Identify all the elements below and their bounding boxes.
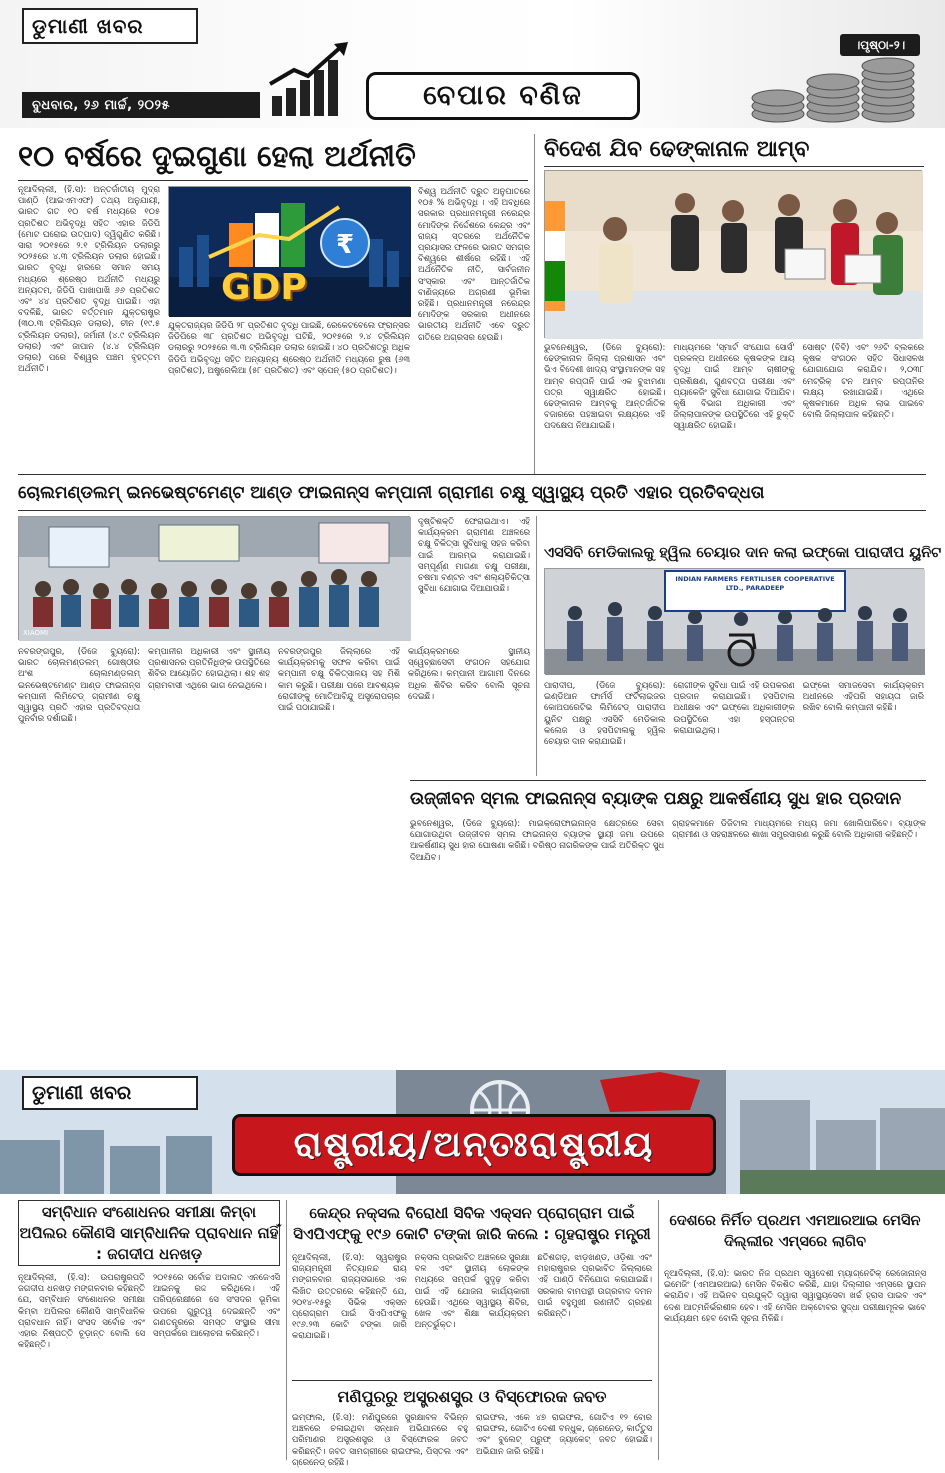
column-divider bbox=[536, 516, 537, 776]
divider bbox=[292, 1380, 652, 1381]
story2-headline: ବିଦେଶ ଯିବ ଢେଙ୍କାନାଳ ଆମ୍ବ bbox=[544, 137, 810, 162]
story7-body: ନୂଆଦିଲ୍ଲୀ, (ହି.ସ): ସ୍ୱରାଷ୍ଟ୍ର ରାଜ୍ୟମନ୍ତ୍ରୀ ନିତ୍ୟାନନ୍ଦ ରାୟ ମଙ୍ଗଳବାର ରାଜ୍ୟସଭାରେ ଏକ ଲିଖିତ ଉତ୍ତରରେ କହିଛନ୍ତି ଯେ, ୨୦୧୪-୧୫ରୁ ସିଭିକ ଏକ୍ସନ ପ୍ରୋଗ୍ରାମ ପାଇଁ ସିଏପିଏଫକୁ ୧୯୬.୨୩ କୋଟି ଟଙ୍କା ଜାରି କରାଯାଇଛି। ନକ୍ସଲ ପ୍ରଭାବିତ ଅଞ୍ଚଳରେ ସୁରକ୍ଷା ବଳ ଏବଂ ସ୍ଥାନୀୟ ଲୋକଙ୍କ ମଧ୍ୟରେ ସମ୍ପର୍କ ସୁଦୃଢ଼ କରିବା ପାଇଁ ଏହି ଯୋଜନା କାର୍ଯ୍ୟକାରୀ ହେଉଛି। ଏଥିରେ ସ୍ୱାସ୍ଥ୍ୟ ଶିବିର, ଖେଳ ଏବଂ ଶିକ୍ଷା କାର୍ଯ୍ୟକ୍ରମ ଅନ୍ତର୍ଭୁକ୍ତ। ଛତିଶଗଡ଼, ଝାଡ଼ଖଣ୍ଡ, ଓଡ଼ିଶା ଏବଂ ମହାରାଷ୍ଟ୍ରର ପ୍ରଭାବିତ ଜିଲ୍ଲାରେ ଏହି ପାଣ୍ଠି ବିନିଯୋଗ କରାଯାଇଛି। ସରକାର ବାମପନ୍ଥୀ ଉଗ୍ରବାଦ ଦମନ ପାଇଁ ବହୁମୁଖୀ ରଣନୀତି ଗ୍ରହଣ କରିଛନ୍ତି। bbox=[292, 1252, 653, 1341]
photo-watermark: XIAOMI bbox=[23, 629, 49, 637]
page-number: ।ପୃଷ୍ଠା-୨। bbox=[840, 34, 920, 56]
story3-body: ନବରଙ୍ଗପୁର, (ଡିଜେ ବ୍ୟୁରୋ): ଭାରତ ଚୋଲମଣ୍ଡଲମ୍ ଗୋଷ୍ଠୀର ଅଂଶ ଚୋଲମଣ୍ଡଲମ୍ ଇନଭେଷ୍ଟମେଣ୍ଟ ଆଣ୍ଡ ଫାଇନାନ୍ସ କମ୍ପାନୀ ଲିମିଟେଡ୍ ଗ୍ରାମୀଣ ଚକ୍ଷୁ ସ୍ୱାସ୍ଥ୍ୟ ପ୍ରତି ଏହାର ପ୍ରତିବଦ୍ଧତା ପୁନର୍ବାର ଦର୍ଶାଇଛି। କମ୍ପାନୀର ଅଧିକାରୀ ଏବଂ ସ୍ଥାନୀୟ ପ୍ରଶାସନର ପ୍ରତିନିଧିଙ୍କ ଉପସ୍ଥିତିରେ ଶିବିର ଆୟୋଜିତ ହୋଇଥିଲା। ଶହ ଶହ ଗ୍ରାମବାସୀ ଏଥିରେ ଭାଗ ନେଇଥିଲେ। ନବରଙ୍ଗପୁର ଜିଲ୍ଲାରେ ଏହି କାର୍ଯ୍ୟକ୍ରମକୁ ସଫଳ କରିବା ପାଇଁ କମ୍ପାନୀ ଚକ୍ଷୁ ଚିକିତ୍ସାଳୟ ସହ ମିଶି କାମ କରୁଛି। ପରୀକ୍ଷା ପରେ ଆବଶ୍ୟକ ରୋଗୀଙ୍କୁ ମୋତିଆବିନ୍ଦୁ ଅସ୍ତ୍ରୋପଚାର ପାଇଁ ପଠାଯାଇଛି। କାର୍ଯ୍ୟକ୍ରମରେ ସ୍ଥାନୀୟ ସ୍ୱେଚ୍ଛାସେବୀ ସଂଗଠନ ସହଯୋଗ କରିଥିଲେ। କମ୍ପାନୀ ଆଗାମୀ ଦିନରେ ଅଧିକ ଶିବିର କରିବ ବୋଲି ସୂଚନା ଦେଇଛି। bbox=[18, 646, 530, 724]
svg-text:₹: ₹ bbox=[335, 230, 355, 260]
section2-title: ରାଷ୍ଟ୍ରୀୟ/ଅନ୍ତଃରାଷ୍ଟ୍ରୀୟ bbox=[232, 1114, 716, 1176]
gdp-text: GDP bbox=[221, 267, 307, 308]
story3-headline: ଚୋଲମଣ୍ଡଲମ୍ ଇନଭେଷ୍ଟମେଣ୍ଟ ଆଣ୍ଡ ଫାଇନାନ୍ସ କମ୍ପାନୀ ଗ୍ରାମୀଣ ଚକ୍ଷୁ ସ୍ୱାସ୍ଥ୍ୟ ପ୍ରତି ଏହାର ପ୍ରତିବଦ୍ଧତା bbox=[18, 483, 765, 503]
story5-body: ଭୁବନେଶ୍ୱର, (ଡିଜେ ବ୍ୟୁରୋ): ମାଇକ୍ରୋଫାଇନାନ୍ସ କ୍ଷେତ୍ରରେ ସେବା ଯୋଗାଉଥିବା ଉଜ୍ଜୀବନ ସ୍ମଲ ଫାଇନାନ୍ସ ବ୍ୟାଙ୍କ ସ୍ଥାୟୀ ଜମା ଉପରେ ଆକର୍ଷଣୀୟ ସୁଧ ହାର ଘୋଷଣା କରିଛି। ବରିଷ୍ଠ ନାଗରିକଙ୍କ ପାଇଁ ଅତିରିକ୍ତ ସୁଧ ଦିଆଯିବ। ଗ୍ରାହକମାନେ ଡିଜିଟାଲ ମାଧ୍ୟମରେ ମଧ୍ୟ ଜମା ଖୋଲିପାରିବେ। ବ୍ୟାଙ୍କ ଗ୍ରାମୀଣ ଓ ସହରାଞ୍ଚଳରେ ଶାଖା ସମ୍ପ୍ରସାରଣ କରୁଛି ବୋଲି ଅଧିକାରୀ କହିଛନ୍ତି। bbox=[410, 818, 926, 862]
brand-logo: ଡୁମାଣୀ ଖବର bbox=[22, 8, 198, 44]
growth-chart-icon bbox=[268, 40, 354, 120]
column-divider bbox=[286, 1200, 287, 1460]
story1-col3: ବିଶ୍ୱ ଅର୍ଥନୀତି ଦ୍ରୁତ ଅନୁପାତରେ ୧୦୫ % ଅଭିବୃଦ୍ଧି । ଏହି ଅବଧିରେ ସରକାର ପ୍ରଧାନମନ୍ତ୍ରୀ ନରେନ୍ଦ୍ର ମୋଦିଙ୍କ ନିର୍ଦ୍ଦେଶରେ କେନ୍ଦ୍ର ଏବଂ ରାଜ୍ୟ ସ୍ତରରେ ଅର୍ଥନୈତିକ ପ୍ରୟାସର ଫଳରେ ଭାରତ ସମଗ୍ର ବିଶ୍ୱରେ ଶୀର୍ଷରେ ରହିଛି। ଏହି ଅର୍ଥନୈତିକ ନୀତି, ସାର୍ବଜନୀନ ସଂସ୍କାର ଏବଂ ଆନ୍ତର୍ଜାତିକ ବାଣିଜ୍ୟରେ ଅଗ୍ରଣୀ ଭୂମିକା ରହିଛି। ପ୍ରଧାନମନ୍ତ୍ରୀ ନରେନ୍ଦ୍ର ମୋଦିଙ୍କ ସରକାର ଅଧୀନରେ ଭାରତୀୟ ଅର୍ଥନୀତି ଏବେ ଦ୍ରୁତ ଗତିରେ ଅଗ୍ରସର ହେଉଛି। bbox=[418, 186, 530, 342]
story1-col1: ନୂଆଦିଲ୍ଲୀ, (ହି.ସ): ଅନ୍ତର୍ଜାତୀୟ ମୁଦ୍ରା ପାଣ୍ଠି (ଆଇଏମଏଫ) ତଥ୍ୟ ଅନୁଯାୟୀ, ଭାରତ ଗତ ୧୦ ବର୍ଷ ମଧ୍ୟରେ ୧୦୫ ପ୍ରତିଶତ ଅଭିବୃଦ୍ଧି ସହିତ ଏହାର ଜିଡିପି (ମୋଟ ଘରୋଇ ଉତ୍ପାଦ) ଦ୍ୱିଗୁଣିତ କରିଛି। ସାରା ୨୦୧୫ରେ ୨.୧ ଟ୍ରିଲିୟନ ଡଲାରରୁ ୨୦୨୫ରେ ୪.୩ ଟ୍ରିଲିୟନ ଡଲାର ହୋଇଛି। ଭାରତ ବୃଦ୍ଧି ହାରରେ ସମାନ ସମୟ ମଧ୍ୟରେ ଶ୍ରେଷ୍ଠ ଅର୍ଥନୀତି ମଧ୍ୟରୁ ଅନ୍ୟତମ, ଜିଡିପି ପାଖାପାଖି ୬୬ ପ୍ରତିଶତ ଏବଂ ୪୪ ପ୍ରତିଶତ ବୃଦ୍ଧି ପାଇଛି। ଏହା ବଦଳିଛି, ଭାରତ ବର୍ତ୍ତମାନ ଯୁକ୍ତରାଷ୍ଟ୍ର (୩୦.୩ ଟ୍ରିଲିୟନ ଡଲାର), ଚୀନ (୧୯.୫ ଟ୍ରିଲିୟନ ଡଲାର), ଜର୍ମାନୀ (୪.୯ ଟ୍ରିଲିୟନ ଡଲାର) ଏବଂ ଜାପାନ (୪.୪ ଟ୍ରିଲିୟନ ଡଲାର) ପରେ ବିଶ୍ୱର ପଞ୍ଚମ ବୃହତ୍ତମ ଅର୍ଥନୀତି। bbox=[18, 184, 160, 374]
story6-headline: ସମ୍ବିଧାନ ସଂଶୋଧନର ସମୀକ୍ଷା କିମ୍ବା ଅପିଲର କୌଣସି ସାମ୍ବିଧାନିକ ପ୍ରାବଧାନ ନାହିଁ : ଜଗଦୀପ ଧନଖଡ଼ bbox=[18, 1200, 280, 1266]
masthead bbox=[0, 0, 945, 128]
coins-icon bbox=[748, 48, 918, 124]
story1-col2: ଯୁକ୍ତରାଜ୍ୟର ଜିଡିପି ୨୮ ପ୍ରତିଶତ ବୃଦ୍ଧି ପାଇଛି, ରେକେଟବେଲେ ଫ୍ରାନ୍ସର ଜିଡିପିରେ ୩୮ ପ୍ରତିଶତ ଅଭିବୃଦ୍ଧି ଘଟିଛି, ୨୦୧୫ରେ ୨.୪ ଟ୍ରିଲିୟନ ଡଲାରରୁ ୨୦୨୫ରେ ୩.୩ ଟ୍ରିଲିୟନ ଡଲାର ହୋଇଛି। ୪୦ ପ୍ରତିଶତରୁ ଅଧିକ ଜିଡିପି ଅଭିବୃଦ୍ଧି ସହିତ ଅନ୍ୟାନ୍ୟ ଶ୍ରେଷ୍ଠ ଅର୍ଥନୀତି ମଧ୍ୟରେ ରୁଷ (୬୩ ପ୍ରତିଶତ), ଅଷ୍ଟ୍ରେଲିଆ (୫୮ ପ୍ରତିଶତ) ଏବଂ ସ୍ପେନ୍ (୫୦ ପ୍ରତିଶତ)। bbox=[168, 320, 410, 375]
story2-body: ଭୁବନେଶ୍ୱର, (ଡିଜେ ବ୍ୟୁରୋ): ଢେଙ୍କାନାଳ ଜିଲ୍ଲା ପ୍ରଶାସନ ଏବଂ ଭିଏ ବିଦେଶୀ ଖାଦ୍ୟ ସଂସ୍ଥାମାନଙ୍କ ସହ ଆମ୍ବ ରପ୍ତାନି ପାଇଁ ଏକ ବୁଝାମଣା ପତ୍ର ସ୍ୱାକ୍ଷରିତ ହୋଇଛି। ଢେଙ୍କାନାଳ ଆମ୍ବକୁ ଆନ୍ତର୍ଜାତିକ ବଜାରରେ ପହଞ୍ଚାଇବା ଲକ୍ଷ୍ୟରେ ଏହି ପଦକ୍ଷେପ ନିଆଯାଇଛି। ମାଧ୍ୟମରେ 'ସ୍ମାର୍ଟ ସଂଯୋଗ ସୋର୍ସ' ପ୍ରକଳ୍ପ ଅଧୀନରେ କୃଷକଙ୍କ ଆୟ ବୃଦ୍ଧି ପାଇଁ ଆମ୍ବ ଚାଷୀଙ୍କୁ ପ୍ରଶିକ୍ଷଣ, ଗୁଣବତ୍ତା ପରୀକ୍ଷା ଏବଂ ପ୍ୟାକେଜିଂ ସୁବିଧା ଯୋଗାଇ ଦିଆଯିବ। କୃଷି ବିଭାଗ ଅଧିକାରୀ ଏବଂ ଜିଲ୍ଲାପାଳଙ୍କ ଉପସ୍ଥିତିରେ ଏହି ଚୁକ୍ତି ସ୍ୱାକ୍ଷରିତ ହୋଇଛି। ସୋଷ୍ଟ (ବିବି) ଏବଂ ୨୬ଟି ବ୍ଲକରେ କୃଷକ ସଂଗଠନ ସହିତ ସିଧାସଳଖ ଯୋଗାଯୋଗ କରାଯିବ। ୨,୦୩୮ ମେଟ୍ରିକ୍ ଟନ ଆମ୍ବ ରପ୍ତାନିର ଲକ୍ଷ୍ୟ ରଖାଯାଇଛି। ଏଥିରେ କୃଷକମାନେ ଅଧିକ ଲାଭ ପାଇବେ ବୋଲି ଜିଲ୍ଲାପାଳ କହିଛନ୍ତି। bbox=[544, 342, 924, 431]
eye-camp-illustration bbox=[19, 517, 411, 641]
story9-body: ନୂଆଦିଲ୍ଲୀ, (ହି.ସ): ଭାରତ ନିଜ ପ୍ରଥମ ସ୍ୱଦେଶୀ ମ୍ୟାଗ୍ନେଟିକ୍ ରେଜୋନାନ୍ସ ଇମେଜିଂ (ଏମଆରଆଇ) ମେସିନ ବିକଶିତ କରିଛି, ଯାହା ଦିଲ୍ଲୀର ଏମ୍ସରେ ସ୍ଥାପନ କରାଯିବ। ଏହି ଅଭିନବ ପ୍ରଯୁକ୍ତି ଦ୍ୱାରା ସ୍ୱାସ୍ଥ୍ୟସେବା ଖର୍ଚ୍ଚ ହ୍ରାସ ପାଇବ ଏବଂ ଦେଶ ଆତ୍ମନିର୍ଭରଶୀଳ ହେବ। ଏହି ମେସିନ ଅକ୍ଟୋବର ସୁଦ୍ଧା ପରୀକ୍ଷାମୂଳକ ଭାବେ କାର୍ଯ୍ୟକ୍ଷମ ହେବ ବୋଲି ସୂଚନା ମିଳିଛି। bbox=[664, 1268, 926, 1323]
column-divider bbox=[658, 1200, 659, 1460]
mou-signing-photo bbox=[544, 170, 922, 338]
photo-banner-text: INDIAN FARMERS FERTILISER COOPERATIVE LTD., PARADEEP bbox=[675, 575, 835, 592]
section-title: ବେପାର ବଣିଜ bbox=[366, 72, 640, 120]
story9-headline: ଦେଶରେ ନିର୍ମିତ ପ୍ରଥମ ଏମଆରଆଇ ମେସିନ ଦିଲ୍ଲୀର ଏମ୍ସରେ ଲାଗିବ bbox=[669, 1213, 921, 1250]
story3-right-col: ଦୃଷ୍ଟିଶକ୍ତି ଫେରାଇଥାଏ। ଏହି କାର୍ଯ୍ୟକ୍ରମ ଗ୍ରାମୀଣ ଅଞ୍ଚଳରେ ଚକ୍ଷୁ ଚିକିତ୍ସା ସୁବିଧାକୁ ସହଜ କରିବା ପାଇଁ ଆରମ୍ଭ କରାଯାଇଛି। ସମ୍ପୂର୍ଣ୍ଣ ମାଗଣା ଚକ୍ଷୁ ପରୀକ୍ଷା, ଚଷମା ବଣ୍ଟନ ଏବଂ ଶଲ୍ୟଚିକିତ୍ସା ସୁବିଧା ଯୋଗାଇ ଦିଆଯାଉଛି। bbox=[418, 516, 530, 594]
story7-headline: କେନ୍ଦ୍ର ନକ୍ସଲ ବିରୋଧୀ ସିବିକ ଏକ୍ସନ ପ୍ରୋଗ୍ରାମ ପାଇଁ ସିଏପିଏଫ୍‌କୁ ୧୯୬ କୋଟି ଟଙ୍କା ଜାରି କଲେ : ଗୃହରାଷ୍ଟ୍ର ମନ୍ତ୍ରୀ bbox=[293, 1204, 651, 1243]
wheelchair-donation-photo bbox=[544, 568, 924, 674]
issue-date: ବୁଧବାର, ୨୬ ମାର୍ଚ୍ଚ, ୨୦୨୫ bbox=[22, 92, 260, 118]
story5-headline: ଉଜ୍ଜୀବନ ସ୍ମଲ ଫାଇନାନ୍ସ ବ୍ୟାଙ୍କ ପକ୍ଷରୁ ଆକର୍ଷଣୀୟ ସୁଧ ହାର ପ୍ରଦାନ bbox=[410, 789, 902, 809]
mou-signing-illustration bbox=[545, 171, 923, 339]
divider bbox=[410, 780, 926, 781]
divider bbox=[18, 474, 926, 475]
section2-brand: ଡୁମାଣୀ ଖବର bbox=[22, 1076, 198, 1110]
gdp-image bbox=[168, 186, 410, 316]
eye-camp-photo bbox=[18, 516, 410, 640]
column-divider bbox=[534, 134, 535, 474]
story4-body: ପାରାଦୀପ, (ଡିଜେ ବ୍ୟୁରୋ): ଇଣ୍ଡିଆନ ଫାର୍ମର୍ସ ଫର୍ଟିଲାଇଜର କୋଅପରେଟିଭ ଲିମିଟେଡ୍ ପାରାଦୀପ ୟୁନିଟ ପକ୍ଷରୁ ଏସସିବି ମେଡିକାଲ କଲେଜ ଓ ହସପିଟାଲକୁ ହ୍ୱିଲ ଚେୟାର ଦାନ କରାଯାଇଛି। ରୋଗୀଙ୍କ ସୁବିଧା ପାଇଁ ଏହି ଉପକରଣ ପ୍ରଦାନ କରାଯାଇଛି। ହସପିଟାଲ ଅଧୀକ୍ଷକ ଏବଂ ଇଫ୍‌କୋ ଅଧିକାରୀଙ୍କ ଉପସ୍ଥିତିରେ ଏହା ହସ୍ତାନ୍ତର କରାଯାଇଥିଲା। ଇଫ୍‌କୋ ସମାଜସେବା କାର୍ଯ୍ୟକ୍ରମ ଅଧୀନରେ ଏହିପରି ସହାୟତା ଜାରି ରଖିବ ବୋଲି କମ୍ପାନୀ କହିଛି। bbox=[544, 680, 924, 747]
divider bbox=[544, 166, 924, 167]
divider bbox=[18, 180, 528, 181]
story8-body: ଇମ୍ଫାଲ, (ହି.ସ): ମଣିପୁରରେ ସୁରକ୍ଷାବଳ ବିଭିନ୍ନ ଅଞ୍ଚଳରେ ଚଳାଇଥିବା ସନ୍ଧାନ ଅଭିଯାନରେ ବହୁ ପରିମାଣର ଅସ୍ତ୍ରଶସ୍ତ୍ର ଓ ବିସ୍ଫୋରକ ଜବତ କରିଛନ୍ତି। ଜବତ ସାମଗ୍ରୀରେ ରାଇଫଲ, ପିସ୍ତଲ ଏବଂ ଗ୍ରେନେଡ୍ ରହିଛି। ରାଇଫଲ, ଏକେ ୪୭ ରାଇଫଲ, ଗୋଟିଏ ୧୨ ବୋର ରାଇଫଲ, ଗୋଟିଏ ଦେଶୀ ବନ୍ଧୁକ, ଗ୍ରେନେଡ୍, କାର୍ତ୍ତୁସ ଏବଂ ବୁଲେଟ୍ ପ୍ରୁଫ୍ ଜ୍ୟାକେଟ୍ ଜବତ ହୋଇଛି। ଅଭିଯାନ ଜାରି ରହିଛି। bbox=[292, 1412, 652, 1467]
story1-headline: ୧୦ ବର୍ଷରେ ଦୁଇଗୁଣା ହେଲା ଅର୍ଥନୀତି bbox=[18, 139, 416, 173]
story4-headline: ଏସସିବି ମେଡିକାଲକୁ ହ୍ୱିଲ ଚେୟାର ଦାନ କଲା ଇଫ୍‌କୋ ପାରାଦୀପ ୟୁନିଟ bbox=[544, 545, 942, 561]
story8-headline: ମଣିପୁରରୁ ଅସ୍ତ୍ରଶସ୍ତ୍ର ଓ ବିସ୍ଫୋରକ ଜବତ bbox=[337, 1387, 607, 1406]
story6-body: ନୂଆଦିଲ୍ଲୀ, (ହି.ସ): ଉପରାଷ୍ଟ୍ରପତି ଜଗଦୀପ ଧନଖଡ଼ ମଙ୍ଗଳବାର କହିଛନ୍ତି ଯେ, ସମ୍ବିଧାନ ସଂଶୋଧନର ସମୀକ୍ଷା କିମ୍ବା ଅପିଲର କୌଣସି ସାମ୍ବିଧାନିକ ପ୍ରାବଧାନ ନାହିଁ। ସଂସଦ ସର୍ବୋଚ୍ଚ ଏବଂ ଏହାର ନିଷ୍ପତ୍ତି ଚୂଡ଼ାନ୍ତ ବୋଲି ସେ କହିଛନ୍ତି। ୨୦୧୫ରେ ସର୍ବୋଚ୍ଚ ଅଦାଲତ ଏନଜେଏସି ଆଇନକୁ ରଦ୍ଦ କରିଥିଲେ। ଏହି ପରିପ୍ରେକ୍ଷୀରେ ସେ ସଂସଦର ଭୂମିକା ଉପରେ ଗୁରୁତ୍ୱ ଦେଇଛନ୍ତି ଏବଂ ଗଣତନ୍ତ୍ରରେ ସମସ୍ତ ସଂସ୍ଥାର ସୀମା ସମ୍ପର୍କରେ ଆଲୋଚନା କରିଛନ୍ତି। bbox=[18, 1272, 280, 1350]
divider bbox=[18, 510, 926, 511]
